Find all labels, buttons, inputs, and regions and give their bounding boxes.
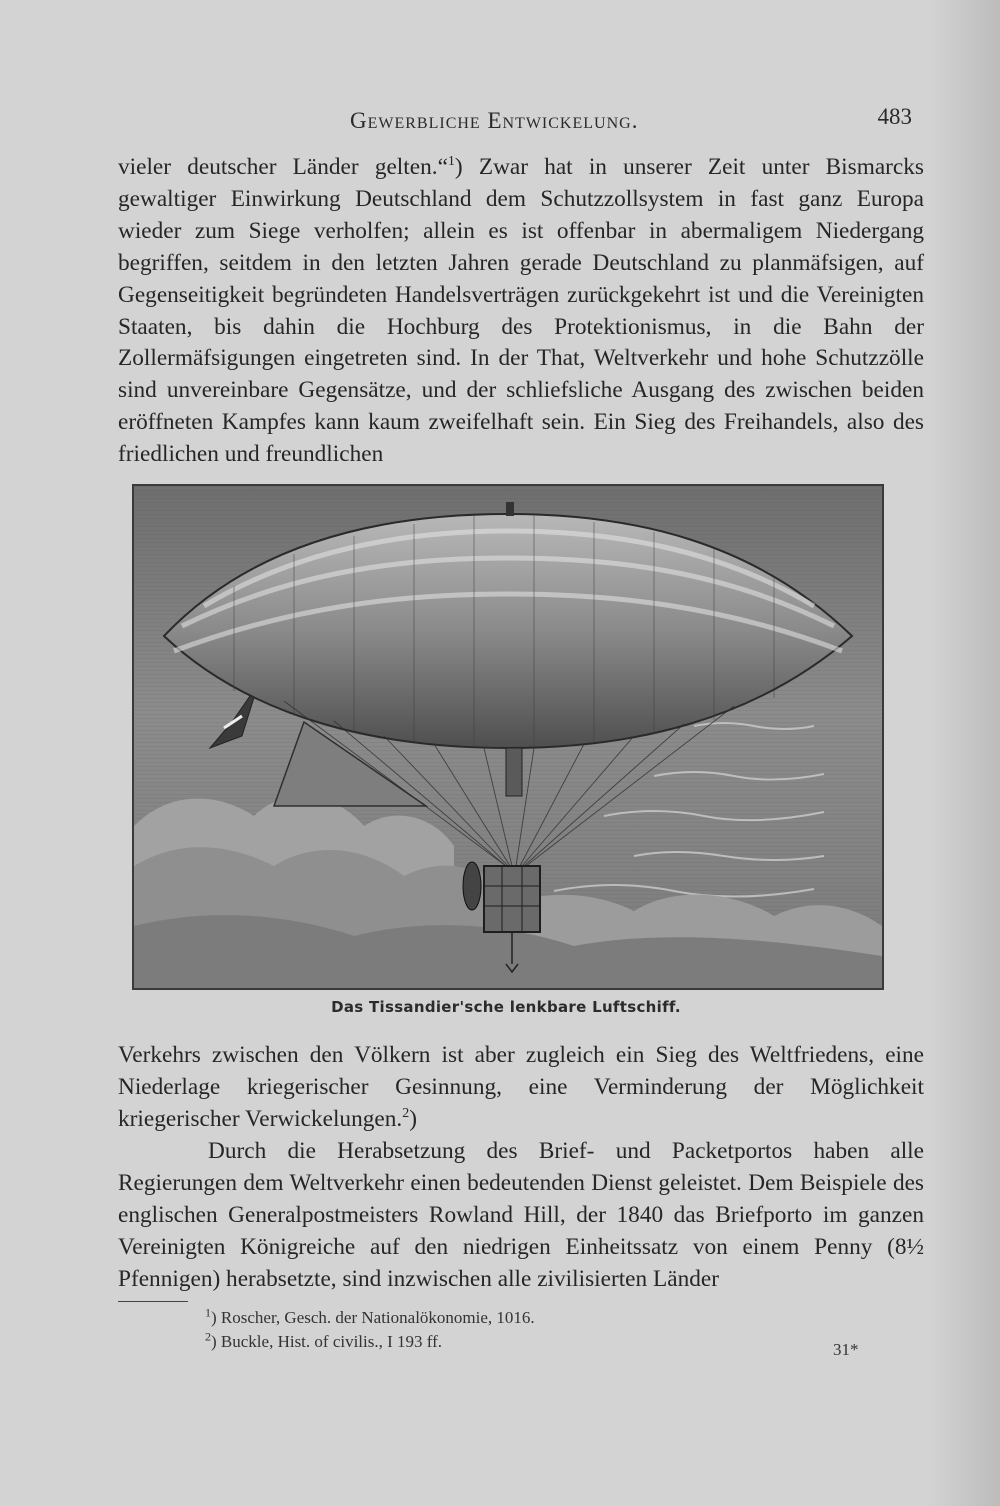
page-number: 483: [877, 104, 912, 129]
paragraph-bottom-1-text-b: ): [409, 1105, 417, 1132]
running-head: [120, 104, 920, 138]
footnote-1-mark: 1: [205, 1305, 211, 1320]
paragraph-bottom-2-text: Durch die Herabsetzung des Brief- und Packetportos haben alle Regierungen dem Weltverkehr einen bedeutenden Dienst geleistet. Dem Beispiele des englischen Generalpostmeisters Rowland Hill, der 1840 das Briefporto im ganzen Vereinigten Königreiche auf den niedrigen Einheitssatz von einem Penny (8½ Pfennigen) herabsetzte, sind inzwischen alle zivilisierten Länder: [118, 1138, 924, 1292]
footnote-1: [205, 1305, 535, 1328]
footnote-2: [205, 1329, 443, 1352]
footnote-ref-2: 2: [402, 1106, 410, 1122]
paragraph-bottom-1: [118, 1040, 924, 1136]
airship-engraving-icon: [134, 486, 882, 988]
paragraph-top-text-a: vieler deutscher Länder gelten.“: [118, 154, 448, 180]
running-title: Gewerbliche Entwickelung.: [350, 108, 639, 133]
figure-caption: Das Tissandier'sche lenkbare Luftschiff.: [331, 998, 681, 1016]
paragraph-bottom-2: [118, 1136, 924, 1296]
footnote-rule: [118, 1301, 188, 1302]
propeller-icon: [463, 862, 481, 910]
paragraph-top: [118, 152, 924, 471]
paragraph-bottom-1-text-a: Verkehrs zwischen den Völkern ist aber zugleich ein Sieg des Weltfriedens, eine Niederlage kriegerischer Gesinnung, eine Verminderung der Möglichkeit kriegerischer Verwickelungen.: [118, 1042, 924, 1132]
sheet-signature: 31*: [833, 1340, 859, 1359]
airship-illustration: [132, 484, 884, 990]
paragraph-top-text-b: ) Zwar hat in unserer Zeit unter Bismarcks gewaltiger Einwirkung Deutschland dem Schutzzollsystem in fast ganz Europa wieder zum Siege verholfen; allein es ist offenbar in abermaligem Niedergang begriffen, seitdem in den letzten Jahren gerade Deutschland zu planmäfsigen, auf Gegenseitigkeit begründeten Handelsverträgen zurückgekehrt ist und die Vereinigten Staaten, bis dahin die Hochburg des Protektionismus, in die Bahn der Zollermäfsigungen eingetreten sind. In der That, Weltverkehr und hohe Schutzzölle sind unvereinbare Gegensätze, und der schliefsliche Ausgang des zwischen beiden eröffneten Kampfes kann kaum zweifelhaft sein. Ein Sieg des Freihandels, also des friedlichen und freundlichen: [118, 154, 924, 468]
footnote-ref-1: 1: [447, 154, 455, 170]
footnote-1-text: ) Roscher, Gesch. der Nationalökonomie, 1016.: [211, 1308, 535, 1327]
footnote-2-mark: 2: [205, 1329, 211, 1344]
footnote-2-text: ) Buckle, Hist. of civilis., I 193 ff.: [211, 1332, 443, 1351]
